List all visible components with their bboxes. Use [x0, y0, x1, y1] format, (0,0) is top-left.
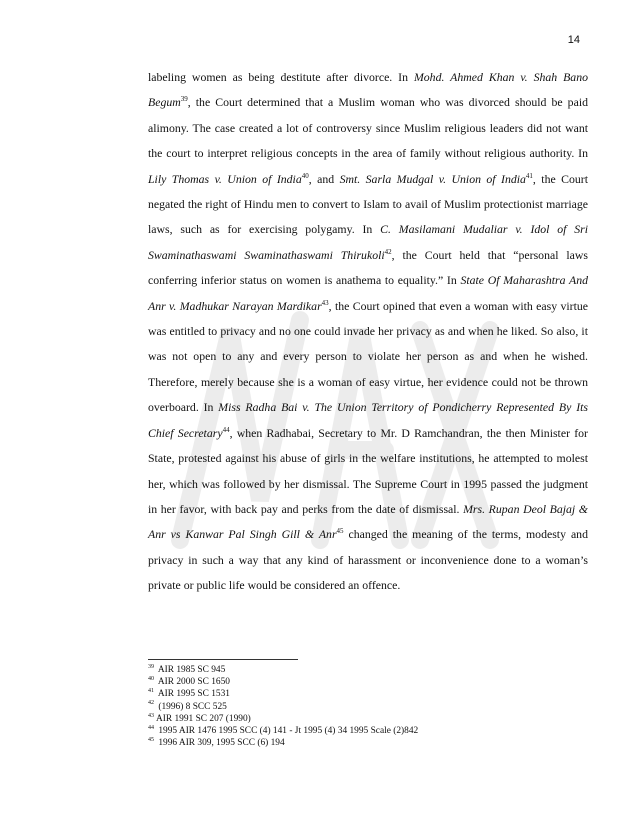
footnote-ref[interactable]: 41 [525, 171, 533, 180]
footnote-ref[interactable]: 40 [301, 171, 309, 180]
footnote-item: $^{44}$ 1995 AIR 1476 1995 SCC (4) 141 - Jt 1995 (4) 34 1995 Scale (2)842 [148, 724, 419, 737]
footnote-item: $^{40}$ AIR 2000 SC 1650 [148, 676, 230, 688]
footnote-ref[interactable]: 39 [180, 95, 188, 104]
footnote-item: $^{45}$ 1996 AIR 309, 1995 SCC (6) 194 [148, 737, 285, 749]
footnote-ref[interactable]: 44 [222, 425, 230, 434]
footnote-ref[interactable]: 45 [336, 527, 344, 536]
case-citation: C. Masilamani Mudaliar v. Idol of Sri Swaminathaswami Swaminathaswami Thirukoli [148, 222, 589, 262]
case-citation: Mrs. Rupan Deol Bajaj & Anr vs Kanwar Pal Singh Gill & Anr [148, 501, 588, 542]
footnote-item: $^{41}$ AIR 1995 SC 1531 [148, 688, 230, 700]
case-citation: State Of Maharashtra And Anr v. Madhukar Narayan Mardikar [148, 273, 588, 313]
case-citation: Lily Thomas v. Union of India [148, 171, 302, 186]
case-citation: Mohd. Ahmed Khan v. Shah Bano Begum [148, 70, 588, 110]
footnote-item: $^{43}$ AIR 1991 SC 207 (1990) [148, 712, 251, 724]
case-citation: Miss Radha Bai v. The Union Territory of Pondicherry Represented By Its Chief Secretary [148, 400, 588, 440]
footnote-divider [148, 659, 298, 660]
footnote-ref[interactable]: 42 [384, 247, 392, 256]
body-paragraph: labeling women as being destitute after divorce. In Mohd. Ahmed Khan v. Shah Bano Begum$^{39}$, the Court determined that a Muslim woman who was divorced should be paid alimony. The case created a lot of controversy since Muslim religious leaders did not want the court to interpret religious concepts in the area of family without religious authority. In Lily Thomas v. Union of India$^{40}$, and Smt. Sarla Mudgal v. Union of India$^{41}$, the Court negated the right of Hindu men to convert to Islam to avail of Muslim protectionist marriage laws, such as for exercising polygamy. In C. Masilamani Mudaliar v. Idol of Sri Swaminathaswami Swaminathaswami Thirukoli$^{42}$, the Court held that “personal laws conferring inferior status on women is anathema to equality.” In State Of Maharashtra And Anr v. Madhukar Narayan Mardikar$^{43}$, the Court opined that even a woman with easy virtue was entitled to privacy and no one could invade her privacy as and when he liked. So also, it was not open to any and every person to violate her person as and when he wished. Therefore, merely because she is a woman of easy virtue, her evidence could not be thrown overboard. In Miss Radha Bai v. The Union Territory of Pondicherry Represented By Its Chief Secretary$^{44}$, when Radhabai, Secretary to Mr. D Ramchandran, the then Minister for State, protested against his abuse of girls in the welfare institutions, he attempted to molest her, which was followed by her dismissal. The Supreme Court in 1995 passed the judgment in her favor, with back pay and perks from the date of dismissal. Mrs. Rupan Deol Bajaj & Anr vs Kanwar Pal Singh Gill & Anr$^{45}$ changed the meaning of the terms, modesty and privacy in such a way that any kind of harassment or inconvenience done to a woman’s private or public life would be considered an offence. [148, 70, 589, 593]
case-citation: Smt. Sarla Mudgal v. Union of India [339, 171, 526, 186]
page-number: 14 [567, 34, 580, 46]
footnote-item: $^{39}$ AIR 1985 SC 945 [148, 663, 226, 675]
footnote-ref[interactable]: 43 [321, 298, 329, 307]
footnote-item: $^{42}$ (1996) 8 SCC 525 [148, 700, 227, 712]
footnote-list [148, 664, 418, 749]
